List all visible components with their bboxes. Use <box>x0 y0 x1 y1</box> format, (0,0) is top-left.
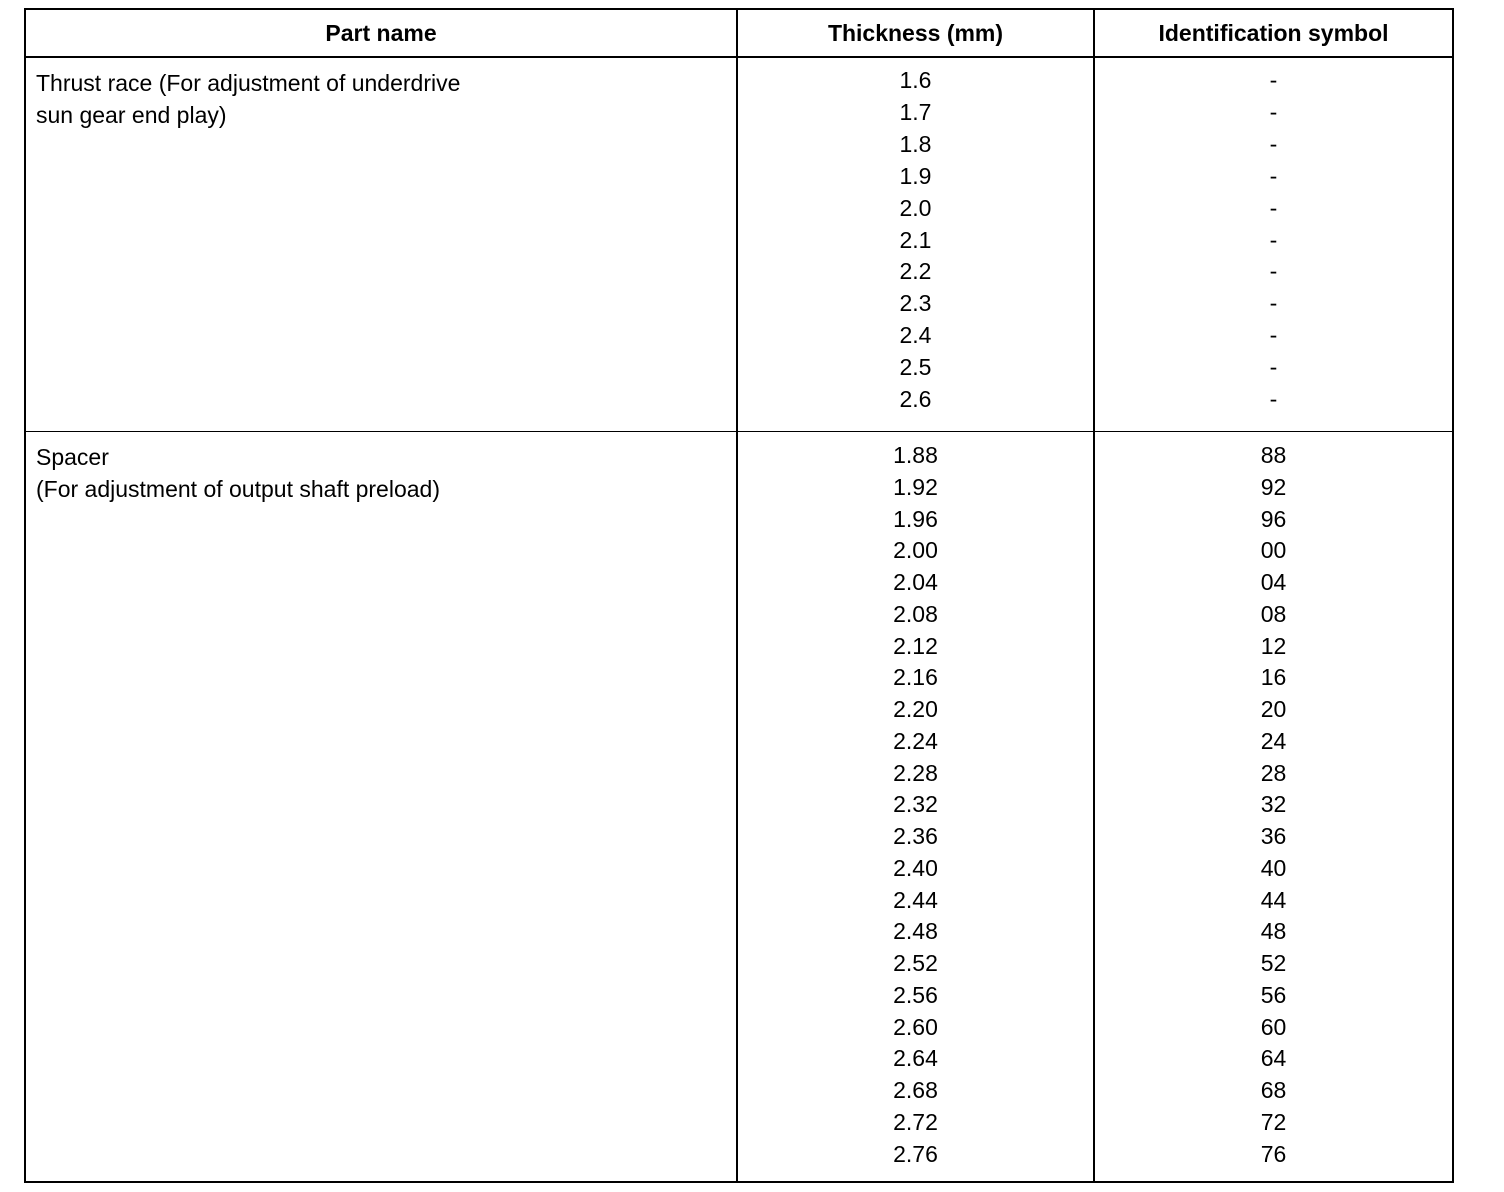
thickness-value: 2.08 <box>893 600 938 627</box>
symbol-value: 16 <box>1260 664 1287 691</box>
thickness-value: 2.40 <box>893 854 938 881</box>
part-name-line: Spacer <box>36 444 109 470</box>
thickness-value: 2.36 <box>893 823 938 849</box>
symbol-value: 60 <box>1260 1013 1287 1040</box>
thickness-value: 2.5 <box>899 354 932 381</box>
thickness-value: 2.04 <box>893 569 938 595</box>
thickness-value: 2.16 <box>893 664 938 691</box>
thickness-value: 1.6 <box>899 67 932 93</box>
symbol-value: - <box>1269 226 1278 253</box>
symbol-value: 20 <box>1260 696 1287 722</box>
thickness-value: 1.8 <box>899 130 932 157</box>
symbol-value: 12 <box>1260 632 1287 659</box>
thickness-value: 1.7 <box>899 98 932 125</box>
parts-table <box>24 8 1454 1183</box>
thickness-value: 2.60 <box>893 1013 938 1040</box>
thickness-value: 2.00 <box>893 537 938 564</box>
thickness-value: 2.48 <box>893 918 938 945</box>
thickness-value: 2.72 <box>893 1108 938 1135</box>
symbol-value: 96 <box>1260 505 1287 532</box>
header-row <box>25 9 1453 57</box>
symbol-cell <box>1094 57 1453 432</box>
thickness-value: 2.64 <box>893 1045 938 1072</box>
thickness-value: 2.1 <box>899 226 932 253</box>
symbol-value: 44 <box>1260 886 1287 913</box>
thickness-value: 2.56 <box>893 981 938 1008</box>
thickness-value: 2.52 <box>893 950 938 976</box>
thickness-value: 2.24 <box>893 727 938 754</box>
symbol-value: 48 <box>1260 918 1287 945</box>
symbol-value: 36 <box>1260 823 1287 849</box>
symbol-value: 04 <box>1260 569 1287 595</box>
header-thickness: Thickness (mm) <box>737 9 1094 57</box>
symbol-value: 68 <box>1260 1077 1287 1103</box>
symbol-value: - <box>1269 98 1278 125</box>
symbol-cell <box>1094 432 1453 1183</box>
header-part-name: Part name <box>25 9 737 57</box>
thickness-value: 2.2 <box>899 258 932 285</box>
part-name-cell <box>25 57 737 432</box>
symbol-value: 88 <box>1260 442 1287 468</box>
thickness-value: 2.6 <box>899 386 932 413</box>
symbol-value: 76 <box>1260 1140 1287 1167</box>
thickness-value: 1.96 <box>893 505 938 532</box>
table-row-spacer <box>25 432 1453 1183</box>
symbol-value: - <box>1269 194 1278 221</box>
thickness-value: 2.28 <box>893 759 938 786</box>
part-name-line: Thrust race (For adjustment of underdrive <box>36 70 461 96</box>
symbol-value: - <box>1269 290 1278 317</box>
thickness-cell <box>737 432 1094 1183</box>
thickness-value: 1.92 <box>893 473 938 500</box>
thickness-value: 2.76 <box>893 1140 938 1167</box>
thickness-cell <box>737 57 1094 432</box>
thickness-value: 2.20 <box>893 696 938 722</box>
symbol-value: 52 <box>1260 950 1287 976</box>
thickness-value: 2.3 <box>899 290 932 317</box>
symbol-value: 00 <box>1260 537 1287 564</box>
symbol-list <box>1095 432 1452 1170</box>
symbol-value: - <box>1269 130 1278 157</box>
thickness-list <box>738 432 1093 1170</box>
thickness-value: 1.88 <box>893 442 938 468</box>
thickness-value: 1.9 <box>899 162 932 189</box>
symbol-value: - <box>1269 258 1278 285</box>
part-name-line: sun gear end play) <box>36 102 227 128</box>
header-identification-symbol: Identification symbol <box>1094 9 1453 57</box>
symbol-value: - <box>1269 67 1278 93</box>
table-row-thrust-race <box>25 57 1453 432</box>
part-name-line: (For adjustment of output shaft preload) <box>36 476 440 502</box>
symbol-value: 92 <box>1260 473 1287 500</box>
symbol-value: 28 <box>1260 759 1287 786</box>
thickness-value: 2.32 <box>893 791 938 818</box>
symbol-value: - <box>1269 386 1278 413</box>
symbol-list <box>1095 58 1452 416</box>
symbol-value: 08 <box>1260 600 1287 627</box>
symbol-value: - <box>1269 354 1278 381</box>
thickness-value: 2.68 <box>893 1077 938 1103</box>
symbol-value: 56 <box>1260 981 1287 1008</box>
symbol-value: - <box>1269 322 1278 349</box>
symbol-value: 72 <box>1260 1108 1287 1135</box>
symbol-value: 64 <box>1260 1045 1287 1072</box>
symbol-value: - <box>1269 162 1278 189</box>
thickness-value: 2.0 <box>899 194 932 221</box>
part-name-cell <box>25 432 737 1183</box>
symbol-value: 32 <box>1260 791 1287 818</box>
symbol-value: 40 <box>1260 854 1287 881</box>
symbol-value: 24 <box>1260 727 1287 754</box>
thickness-value: 2.44 <box>893 886 938 913</box>
thickness-value: 2.12 <box>893 632 938 659</box>
thickness-list <box>738 58 1093 416</box>
thickness-value: 2.4 <box>899 322 932 349</box>
